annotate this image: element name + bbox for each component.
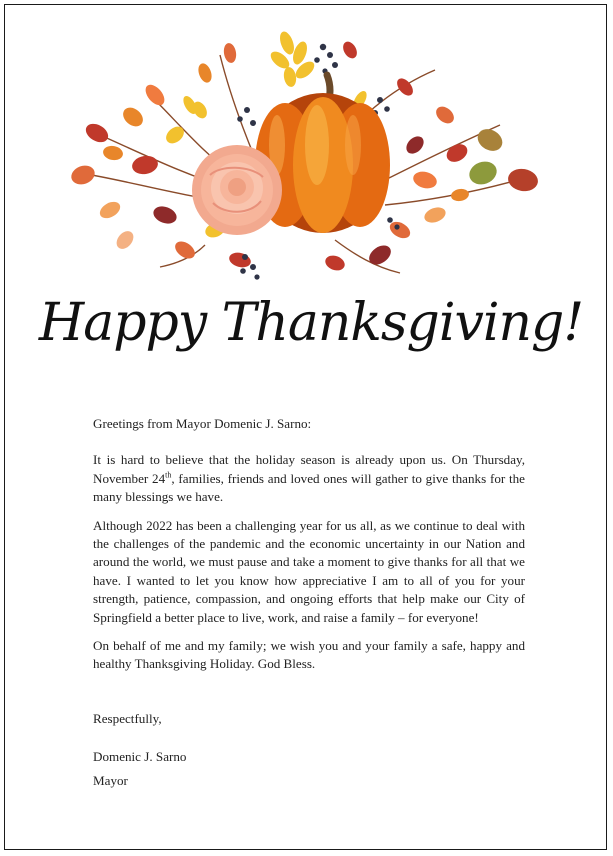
autumn-wreath-illustration [69, 30, 540, 280]
letter-page [4, 4, 607, 850]
happy-thanksgiving-heading: Happy Thanksgiving! [38, 293, 584, 353]
thanksgiving-banner [5, 5, 608, 385]
letter-body [93, 415, 525, 790]
paragraph-1: It is hard to believe that the holiday season is already upon us. On Thursday, November 24th, families, friends and loved ones will gather to give thanks for the many blessings we have. [93, 452, 525, 505]
paragraph-2: Although 2022 has been a challenging year for us all, as we continue to deal with the challenges of the pandemic and the economic uncertainty in our Nation and around the world, we must pause and take a moment to give thanks for all that we have. I wanted to let you know how appreciative I am to all of you for your strength, patience, compassion, and ongoing efforts that help make our City of Springfield a better place to live, work, and raise a family – for everyone! [93, 517, 525, 625]
signer-name: Domenic J. Sarno [93, 749, 187, 765]
closing: Respectfully, [93, 710, 162, 726]
greeting: Greetings from Mayor Domenic J. Sarno: [93, 416, 312, 431]
paragraph-3: On behalf of me and my family; we wish you and your family a safe, happy and healthy Thanksgiving Holiday. God Bless. [93, 638, 525, 672]
signer-title: Mayor [93, 772, 128, 788]
